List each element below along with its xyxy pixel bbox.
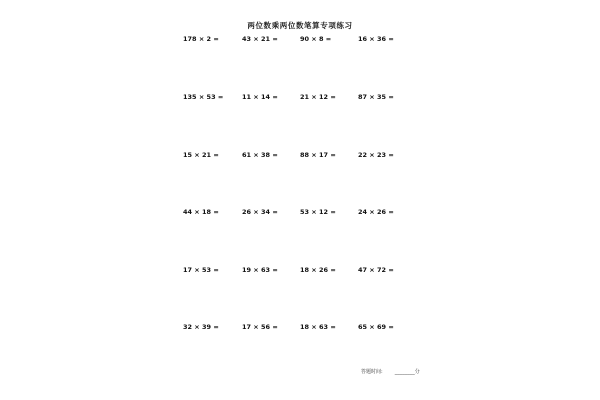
- worksheet-title: 两位数乘两位数笔算专项练习: [247, 21, 353, 30]
- problem-item: 43 × 21 =: [242, 35, 278, 43]
- problem-item: 88 × 17 =: [300, 151, 336, 159]
- problem-item: 47 × 72 =: [358, 266, 394, 274]
- problem-item: 24 × 26 =: [358, 208, 394, 216]
- problem-item: 22 × 23 =: [358, 151, 394, 159]
- problem-item: 44 × 18 =: [183, 208, 219, 216]
- problem-row: [0, 266, 600, 278]
- problem-item: 15 × 21 =: [183, 151, 219, 159]
- answer-time-label: 答题时间:: [361, 369, 383, 375]
- problem-item: 32 × 39 =: [183, 323, 219, 331]
- problem-item: 17 × 53 =: [183, 266, 219, 274]
- problem-row: [0, 151, 600, 163]
- problem-row: [0, 35, 600, 47]
- problem-item: 178 × 2 =: [183, 35, 219, 43]
- problem-item: 53 × 12 =: [300, 208, 336, 216]
- problem-item: 87 × 35 =: [358, 93, 394, 101]
- problem-row: [0, 93, 600, 105]
- problem-item: 18 × 63 =: [300, 323, 336, 331]
- problem-item: 19 × 63 =: [242, 266, 278, 274]
- problem-item: 11 × 14 =: [242, 93, 278, 101]
- answer-time-blank: ________分: [394, 369, 420, 375]
- problem-item: 26 × 34 =: [242, 208, 278, 216]
- problem-item: 18 × 26 =: [300, 266, 336, 274]
- problem-item: 90 × 8 =: [300, 35, 332, 43]
- problem-item: 135 × 53 =: [183, 93, 224, 101]
- problem-row: [0, 208, 600, 220]
- problem-item: 65 × 69 =: [358, 323, 394, 331]
- problem-item: 16 × 36 =: [358, 35, 394, 43]
- answer-time-footer: [361, 368, 420, 375]
- problem-item: 61 × 38 =: [242, 151, 278, 159]
- problem-item: 21 × 12 =: [300, 93, 336, 101]
- problem-item: 17 × 56 =: [242, 323, 278, 331]
- problem-row: [0, 323, 600, 335]
